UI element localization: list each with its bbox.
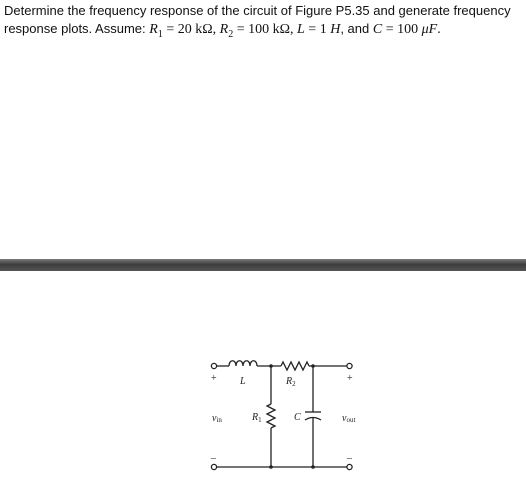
vout-bottom-terminal xyxy=(347,464,352,469)
problem-line-1: Determine the frequency response of the circuit of Figure P5.35 and generate frequency xyxy=(4,3,511,18)
vin-plus-sign: + xyxy=(211,373,217,384)
label-c: C xyxy=(294,412,301,423)
vout-top-terminal xyxy=(347,363,352,368)
c-assumption: C = 100 μF. xyxy=(372,22,441,37)
vin-bottom-terminal xyxy=(211,464,216,469)
resistor-r1 xyxy=(267,404,275,428)
r2-assumption: $R_2 = 100$ kΩ, xyxy=(219,22,297,40)
label-r2: $R_2$ xyxy=(286,376,296,388)
vout-plus-sign: + xyxy=(347,373,353,384)
r1-assumption: $R_1 = 20$ kΩ, xyxy=(149,22,220,40)
vin-minus-sign: – xyxy=(211,453,216,464)
node-r1-bottom xyxy=(269,465,273,469)
resistor-r2 xyxy=(281,362,309,370)
label-vin: vin xyxy=(212,413,222,424)
label-l: L xyxy=(240,376,246,387)
vin-top-terminal xyxy=(211,363,216,368)
node-r1-top xyxy=(269,364,273,368)
node-c-bottom xyxy=(311,465,315,469)
vout-minus-sign: – xyxy=(347,453,352,464)
label-r1: $R_1$ xyxy=(252,412,262,424)
label-vout: vout xyxy=(342,413,356,424)
inductor-l xyxy=(229,361,257,366)
node-c-top xyxy=(311,364,315,368)
problem-line-2-prefix: response plots. Assume: xyxy=(4,21,150,36)
l-assumption: L = 1 H xyxy=(297,22,341,37)
and-text: , and xyxy=(340,21,373,36)
